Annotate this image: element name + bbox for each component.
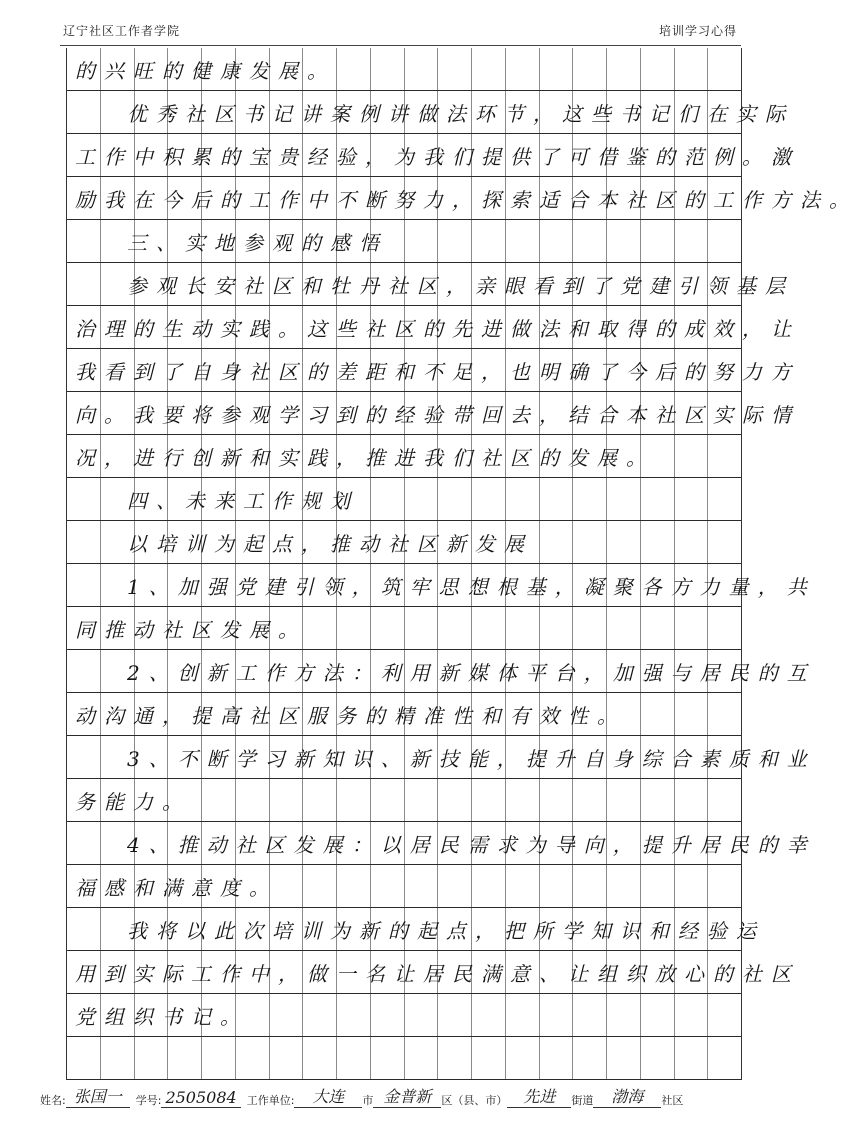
- writing-line: [67, 48, 741, 91]
- handwritten-line-text: 参观长安社区和牡丹社区，亲眼看到了党建引领基层: [127, 274, 794, 298]
- institution-title: 辽宁社区工作者学院: [63, 24, 181, 38]
- header-divider: [60, 45, 741, 46]
- grid-cell: [101, 1037, 135, 1079]
- handwritten-line-text: 我看到了自身社区的差距和不足，也明确了今后的努力方: [75, 360, 800, 384]
- grid-cell: [573, 1037, 607, 1079]
- writing-line: [67, 91, 794, 134]
- grid-cell: [270, 1037, 304, 1079]
- handwritten-line-text: 励我在今后的工作中不断努力，探索适合本社区的工作方法。: [75, 188, 858, 212]
- grid-cell: [236, 1037, 270, 1079]
- student-id-label: 学号:: [135, 1094, 162, 1107]
- student-id-value: 2505084: [161, 1088, 240, 1108]
- handwritten-line-text: 党组织书记。: [75, 1005, 249, 1029]
- handwritten-line-text: 动沟通，提高社区服务的精准性和有效性。: [75, 704, 626, 728]
- writing-line: [67, 392, 800, 435]
- handwritten-line-text: 优秀社区书记讲案例讲做法环节，这些书记们在实际: [127, 102, 794, 126]
- handwritten-line-text: 治理的生动实践。这些社区的先进做法和取得的成效，让: [75, 317, 800, 341]
- handwritten-line-text: 工作中积累的宝贵经验，为我们提供了可借鉴的范例。激: [75, 145, 800, 169]
- handwritten-line-text: 务能力。: [75, 790, 191, 814]
- signature-footer: [40, 1086, 740, 1108]
- handwritten-line-text: 福感和满意度。: [75, 876, 278, 900]
- grid-cell: [506, 1037, 540, 1079]
- grid-cell: [202, 1037, 236, 1079]
- handwritten-line-text: 向。我要将参观学习到的经验带回去，结合本社区实际情: [75, 403, 800, 427]
- writing-line: [67, 650, 816, 693]
- city-suffix: 市: [362, 1094, 374, 1107]
- street-value: 先进: [507, 1084, 571, 1108]
- grid-cell: [675, 1037, 709, 1079]
- community-suffix: 社区: [661, 1094, 684, 1107]
- writing-line: [67, 220, 741, 263]
- grid-cell: [135, 1037, 169, 1079]
- grid-cell: [67, 1037, 101, 1079]
- grid-cell: [303, 1037, 337, 1079]
- handwritten-line-text: 4、推动社区发展：以居民需求为导向，提升居民的幸: [127, 833, 816, 857]
- work-unit-label: 工作单位:: [246, 1094, 295, 1107]
- writing-line: [67, 1037, 741, 1080]
- handwritten-line-text: 况，进行创新和实践，推进我们社区的发展。: [75, 446, 655, 470]
- handwritten-line-text: 以培训为起点，推动社区新发展: [127, 532, 533, 556]
- handwritten-line-text: 2、创新工作方法：利用新媒体平台，加强与居民的互: [127, 661, 816, 685]
- writing-line: [67, 263, 794, 306]
- handwritten-line-text: 四、未来工作规划: [127, 489, 359, 513]
- writing-line: [67, 306, 800, 349]
- grid-cell: [337, 1037, 371, 1079]
- writing-line: [67, 435, 741, 478]
- writing-line: [67, 564, 816, 607]
- page-header: [0, 0, 799, 48]
- grid-cell: [472, 1037, 506, 1079]
- writing-line: [67, 822, 816, 865]
- handwritten-line-text: 三、实地参观的感悟: [127, 231, 388, 255]
- community-value: 渤海: [593, 1084, 661, 1108]
- grid-cell: [540, 1037, 574, 1079]
- street-suffix: 街道: [571, 1094, 594, 1107]
- grid-cell: [371, 1037, 405, 1079]
- writing-line: [67, 521, 741, 564]
- ruled-writing-sheet: [66, 48, 858, 1080]
- grid-cell: [438, 1037, 472, 1079]
- writing-line: [67, 134, 800, 177]
- handwritten-line-text: 用到实际工作中，做一名让居民满意、让组织放心的社区: [75, 962, 800, 986]
- writing-line: [67, 779, 741, 822]
- handwritten-line-text: 1、加强党建引领，筑牢思想根基，凝聚各方力量，共: [127, 575, 816, 599]
- grid-cell: [405, 1037, 439, 1079]
- handwritten-line-text: 同推动社区发展。: [75, 618, 307, 642]
- writing-line: [67, 865, 741, 908]
- writing-line: [67, 607, 741, 650]
- writing-line: [67, 951, 800, 994]
- grid-cell: [607, 1037, 641, 1079]
- writing-line: [67, 994, 741, 1037]
- district-suffix: 区（县、市）: [441, 1094, 508, 1107]
- grid-cell: [168, 1037, 202, 1079]
- grid-cell: [641, 1037, 675, 1079]
- grid-cell: [708, 1037, 741, 1079]
- handwritten-line-text: 我将以此次培训为新的起点，把所学知识和经验运: [127, 919, 765, 943]
- handwritten-line-text: 3、不断学习新知识、新技能，提升自身综合素质和业: [127, 747, 816, 771]
- writing-line: [67, 478, 741, 521]
- name-value: 张国一: [66, 1084, 130, 1108]
- writing-line: [67, 349, 800, 392]
- handwritten-line-text: 的兴旺的健康发展。: [75, 59, 336, 83]
- city-value: 大连: [294, 1084, 362, 1108]
- district-value: 金普新: [373, 1084, 441, 1108]
- writing-line: [67, 693, 741, 736]
- line-grid: [67, 1037, 741, 1079]
- document-type-title: 培训学习心得: [658, 24, 737, 38]
- writing-line: [67, 908, 765, 951]
- writing-line: [67, 736, 816, 779]
- writing-line: [67, 177, 858, 220]
- name-label: 姓名:: [40, 1094, 66, 1107]
